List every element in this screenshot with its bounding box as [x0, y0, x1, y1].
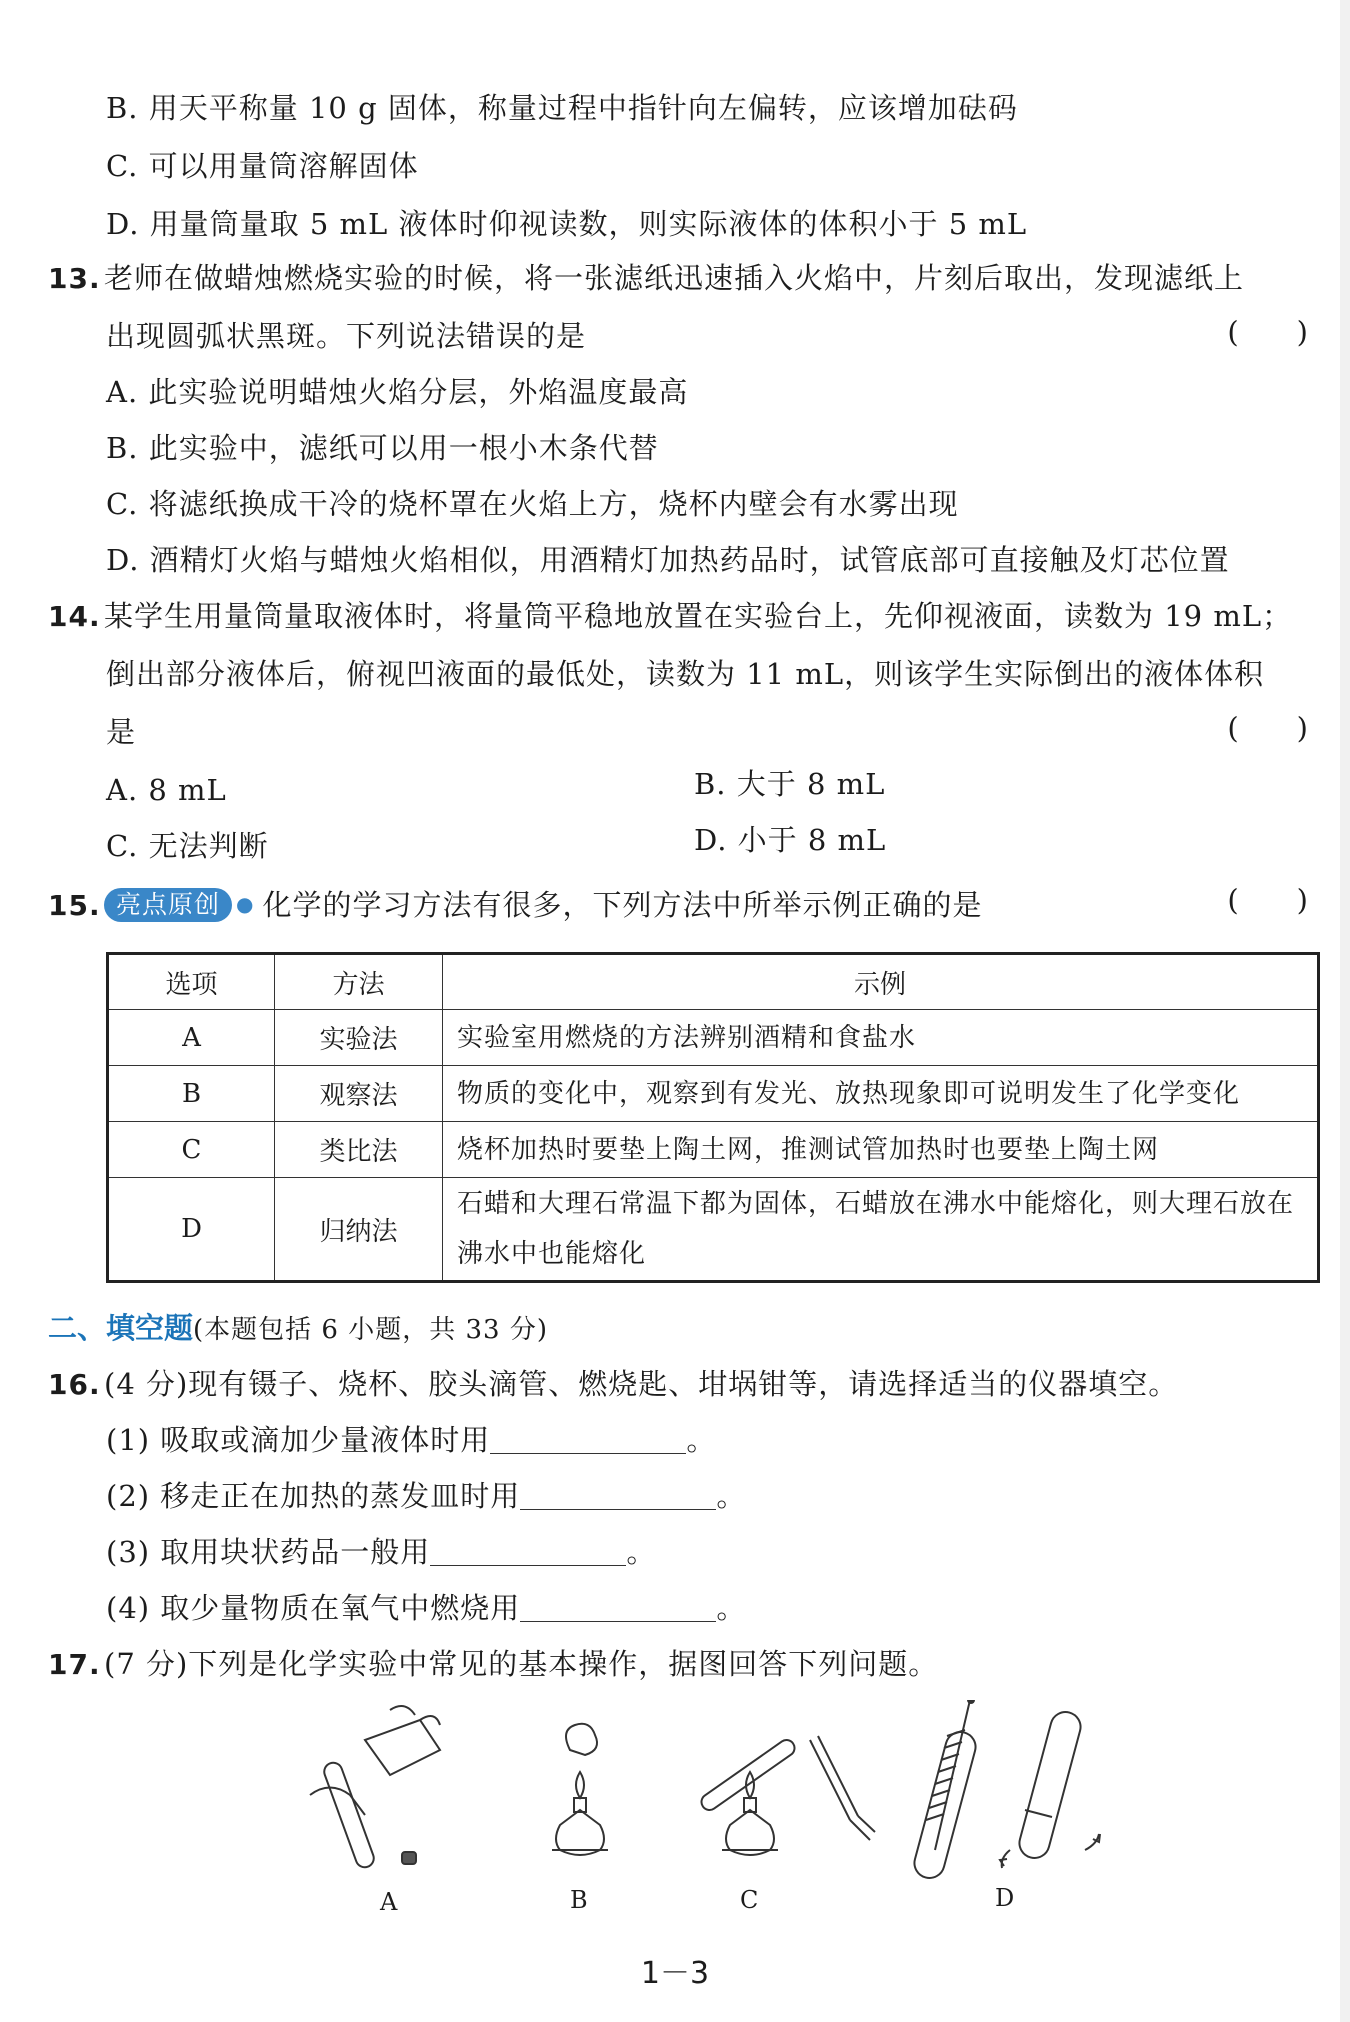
q16-item-end: 。 — [716, 1479, 747, 1513]
table-row — [108, 1178, 1319, 1282]
q15-answer-paren: ( ) — [1227, 883, 1308, 917]
figure-d-test-tube-brush-icon — [911, 1700, 979, 1881]
q14-stem-line3: 是 — [106, 715, 137, 749]
section-heading — [48, 1308, 548, 1350]
q16-item-2 — [106, 1476, 746, 1516]
lab-operations-figure — [290, 1700, 1150, 1940]
figure-c-heating-test-tube-icon — [698, 1736, 875, 1855]
q13-number: 13. — [48, 262, 101, 295]
answer-blank[interactable] — [520, 1591, 716, 1622]
table-header-option: 选项 — [108, 954, 275, 1010]
q16-item-3 — [106, 1532, 656, 1572]
example-line1: 石蜡和大理石常温下都为固体，石蜡放在沸水中能熔化，则大理石放在 — [457, 1189, 1295, 1219]
q13-stem-text1: 老师在做蜡烛燃烧实验的时候，将一张滤纸迅速插入火焰中，片刻后取出，发现滤纸上 — [104, 261, 1245, 295]
q13-option-a: A. 此实验说明蜡烛火焰分层，外焰温度最高 — [106, 375, 689, 409]
page-edge — [1340, 0, 1350, 2022]
q16-stem-line — [48, 1364, 1178, 1405]
q14-number: 14. — [48, 600, 101, 633]
q16-item-text: (1) 吸取或滴加少量液体时用 — [106, 1423, 491, 1457]
q16-item-end: 。 — [686, 1423, 717, 1457]
table-header-row — [108, 954, 1319, 1010]
q15-stem-text: 化学的学习方法有很多，下列方法中所举示例正确的是 — [262, 888, 983, 922]
table-cell-method: 归纳法 — [275, 1178, 443, 1282]
table-cell-method: 观察法 — [275, 1066, 443, 1122]
q14-answer-paren: ( ) — [1227, 711, 1308, 745]
q14-stem-line1 — [48, 596, 1292, 637]
section-title: 二、填空题 — [48, 1311, 194, 1345]
q16-item-end: 。 — [716, 1591, 747, 1625]
table-row — [108, 1066, 1319, 1122]
q15-number: 15. — [48, 889, 101, 922]
answer-blank[interactable] — [520, 1479, 716, 1510]
q16-item-end: 。 — [626, 1535, 657, 1569]
q12-option-d: D. 用量筒量取 5 mL 液体时仰视读数，则实际液体的体积小于 5 mL — [106, 207, 1028, 241]
q16-item-text: (3) 取用块状药品一般用 — [106, 1535, 431, 1569]
q15-stem-line — [48, 884, 982, 926]
q12-option-c: C. 可以用量筒溶解固体 — [106, 149, 419, 183]
q13-stem-line1 — [48, 258, 1244, 299]
table-cell-example — [443, 1178, 1319, 1282]
table-header-example: 示例 — [443, 954, 1319, 1010]
table-cell-method: 类比法 — [275, 1122, 443, 1178]
table-row — [108, 1010, 1319, 1066]
q16-item-1 — [106, 1420, 716, 1460]
figure-label-b: B — [570, 1886, 588, 1914]
table-cell-example: 物质的变化中，观察到有发光、放热现象即可说明发生了化学变化 — [443, 1066, 1319, 1122]
q13-stem-line2: 出现圆弧状黑斑。下列说法错误的是 — [106, 319, 587, 353]
original-highlight-badge: 亮点原创 — [104, 888, 232, 922]
table-header-method: 方法 — [275, 954, 443, 1010]
table-cell-example: 实验室用燃烧的方法辨别酒精和食盐水 — [443, 1010, 1319, 1066]
figure-b-alcohol-lamp-icon — [552, 1724, 608, 1855]
q15-options-table — [106, 952, 1320, 1283]
badge-dot-icon: ● — [236, 892, 255, 916]
q14-option-b: B. 大于 8 mL — [694, 767, 886, 801]
figure-label-d: D — [995, 1884, 1015, 1912]
q14-stem-line2: 倒出部分液体后，俯视凹液面的最低处，读数为 11 mL，则该学生实际倒出的液体体积 — [106, 657, 1265, 691]
q16-item-text: (4) 取少量物质在氧气中燃烧用 — [106, 1591, 521, 1625]
q14-stem-text1: 某学生用量筒量取液体时，将量筒平稳地放置在实验台上，先仰视液面，读数为 19 mL； — [104, 599, 1293, 633]
answer-blank[interactable] — [430, 1535, 626, 1566]
q16-number: 16. — [48, 1368, 101, 1401]
q17-number: 17. — [48, 1648, 101, 1681]
figure-d-shaking-test-tube-icon — [1000, 1709, 1100, 1868]
figure-label-a: A — [380, 1888, 398, 1916]
q16-item-4 — [106, 1588, 746, 1628]
q13-option-c: C. 将滤纸换成干冷的烧杯罩在火焰上方，烧杯内壁会有水雾出现 — [106, 487, 959, 521]
figure-label-c: C — [740, 1886, 759, 1914]
table-cell-option: A — [108, 1010, 275, 1066]
q17-stem-line — [48, 1644, 938, 1685]
q12-option-b: B. 用天平称量 10 g 固体，称量过程中指针向左偏转，应该增加砝码 — [106, 91, 1018, 125]
table-cell-option: B — [108, 1066, 275, 1122]
q14-option-d: D. 小于 8 mL — [694, 823, 887, 857]
q17-stem-text: (7 分)下列是化学实验中常见的基本操作，据图回答下列问题。 — [104, 1647, 939, 1681]
q14-option-c: C. 无法判断 — [106, 829, 269, 863]
figure-a-pouring-icon — [310, 1706, 440, 1870]
table-cell-option: D — [108, 1178, 275, 1282]
table-cell-option: C — [108, 1122, 275, 1178]
section-subtitle: (本题包括 6 小题，共 33 分) — [193, 1315, 548, 1345]
table-cell-example: 烧杯加热时要垫上陶土网，推测试管加热时也要垫上陶土网 — [443, 1122, 1319, 1178]
q13-option-d: D. 酒精灯火焰与蜡烛火焰相似，用酒精灯加热药品时，试管底部可直接触及灯芯位置 — [106, 543, 1230, 577]
q16-stem-text: (4 分)现有镊子、烧杯、胶头滴管、燃烧匙、坩埚钳等，请选择适当的仪器填空。 — [104, 1367, 1179, 1401]
page-number: 1－3 — [640, 1956, 710, 1991]
table-cell-method: 实验法 — [275, 1010, 443, 1066]
q13-option-b: B. 此实验中，滤纸可以用一根小木条代替 — [106, 431, 659, 465]
q16-item-text: (2) 移走正在加热的蒸发皿时用 — [106, 1479, 521, 1513]
table-row — [108, 1122, 1319, 1178]
example-line2: 沸水中也能熔化 — [457, 1239, 647, 1269]
lab-figure-svg — [290, 1700, 1150, 1900]
answer-blank[interactable] — [490, 1423, 686, 1454]
q13-answer-paren: ( ) — [1227, 315, 1308, 349]
q14-option-a: A. 8 mL — [106, 773, 227, 807]
